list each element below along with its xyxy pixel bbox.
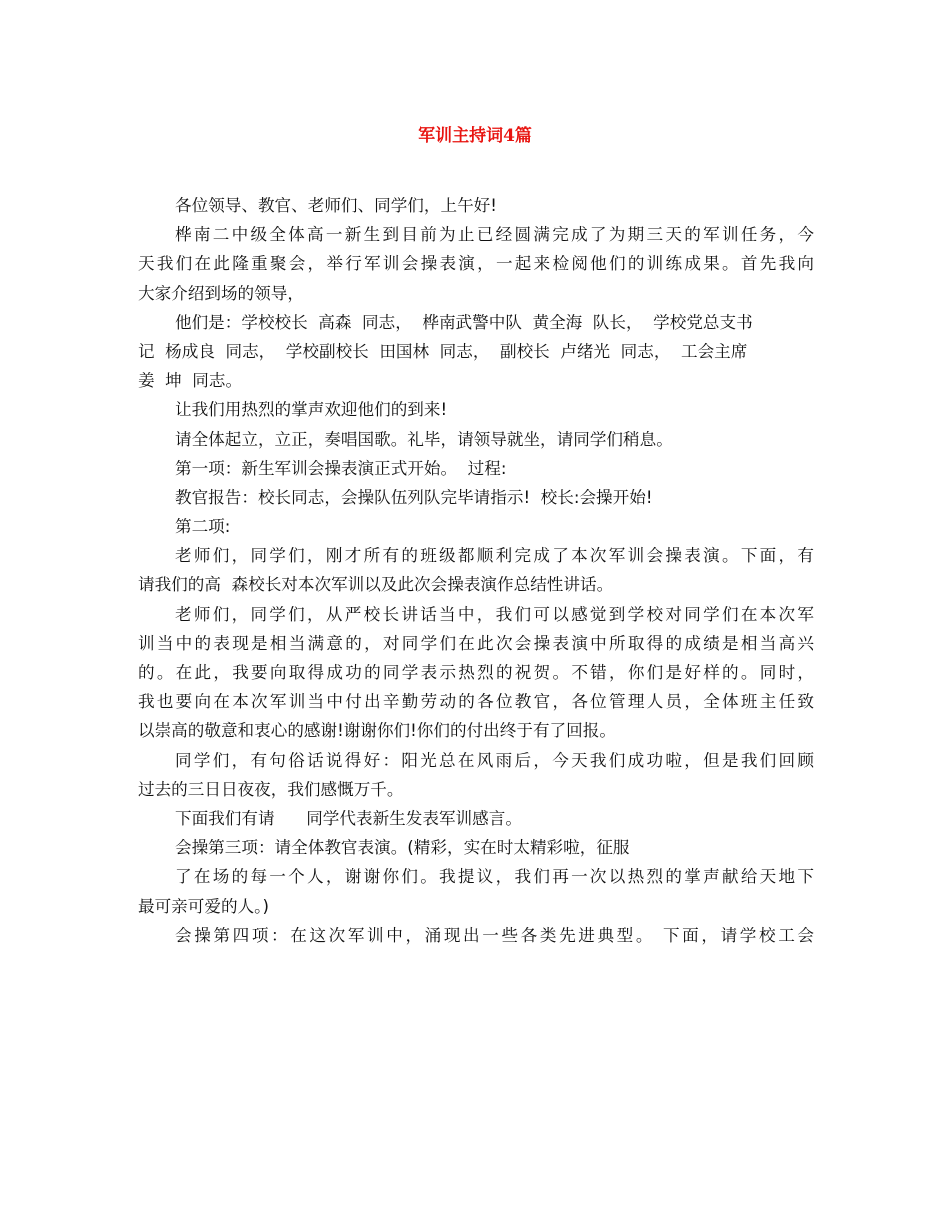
document-body <box>138 191 814 950</box>
paragraph-line: 会操第四项：在这次军训中，涌现出一些各类先进典型。 下面，请学校工会 <box>175 925 814 945</box>
paragraph-line: 老师们，同学们，从严校长讲话当中，我们可以感觉到学校对同学们在本次军 <box>175 604 814 624</box>
paragraph-line: 大家介绍到场的领导， <box>138 283 304 303</box>
paragraph-line: 让我们用热烈的掌声欢迎他们的到来! <box>175 400 448 420</box>
paragraph-line: 各位领导、教官、老师们、同学们，上午好! <box>175 196 497 215</box>
paragraph-line: 会操第三项：请全体教官表演。(精彩，实在时太精彩啦，征服 <box>175 838 630 858</box>
paragraph-line: 第一项：新生军训会操表演正式开始。 过程: <box>175 458 507 478</box>
paragraph-line: 第二项: <box>175 517 231 537</box>
paragraph-line: 姜 坤 同志。 <box>138 371 243 391</box>
paragraph-line: 请我们的高 森校长对本次军训以及此次会操表演作总结性讲话。 <box>138 575 614 595</box>
paragraph-line: 他们是：学校校长 高森 同志， 桦南武警中队 黄全海 队长， 学校党总支书 <box>175 312 753 332</box>
paragraph-line: 了在场的每一个人，谢谢你们。我提议，我们再一次以热烈的掌声献给天地下 <box>175 867 814 887</box>
document-title: 军训主持词4篇 <box>418 126 532 146</box>
paragraph-line: 最可亲可爱的人。) <box>138 896 269 916</box>
paragraph-line: 请全体起立，立正，奏唱国歌。礼毕，请领导就坐，请同学们稍息。 <box>175 429 673 449</box>
paragraph-line: 教官报告：校长同志，会操队伍列队完毕请指示! 校长:会操开始! <box>175 487 653 507</box>
paragraph-line: 桦南二中级全体高一新生到目前为止已经圆满完成了为期三天的军训任务，今 <box>175 225 814 245</box>
paragraph-line: 天我们在此隆重聚会，举行军训会操表演，一起来检阅他们的训练成果。首先我向 <box>138 254 814 274</box>
paragraph-line: 同学们，有句俗话说得好：阳光总在风雨后，今天我们成功啦，但是我们回顾 <box>175 750 814 770</box>
paragraph-line: 的。在此，我要向取得成功的同学表示热烈的祝贺。不错，你们是好样的。同时， <box>138 663 814 682</box>
paragraph-line: 记 杨成良 同志， 学校副校长 田国林 同志， 副校长 卢绪光 同志， 工会主席 <box>138 341 748 361</box>
paragraph-line: 以崇高的敬意和衷心的感谢!谢谢你们!你们的付出终于有了回报。 <box>138 721 616 741</box>
paragraph-line: 训当中的表现是相当满意的，对同学们在此次会操表演中所取得的成绩是相当高兴 <box>138 633 814 653</box>
paragraph-line: 过去的三日日夜夜，我们感慨万千。 <box>138 779 404 799</box>
paragraph-line: 老师们，同学们，刚才所有的班级都顺利完成了本次军训会操表演。下面，有 <box>175 546 814 566</box>
paragraph-line: 我也要向在本次军训当中付出辛勤劳动的各位教官，各位管理人员，全体班主任致 <box>138 692 814 712</box>
paragraph-line: 下面我们有请 同学代表新生发表军训感言。 <box>175 808 522 828</box>
